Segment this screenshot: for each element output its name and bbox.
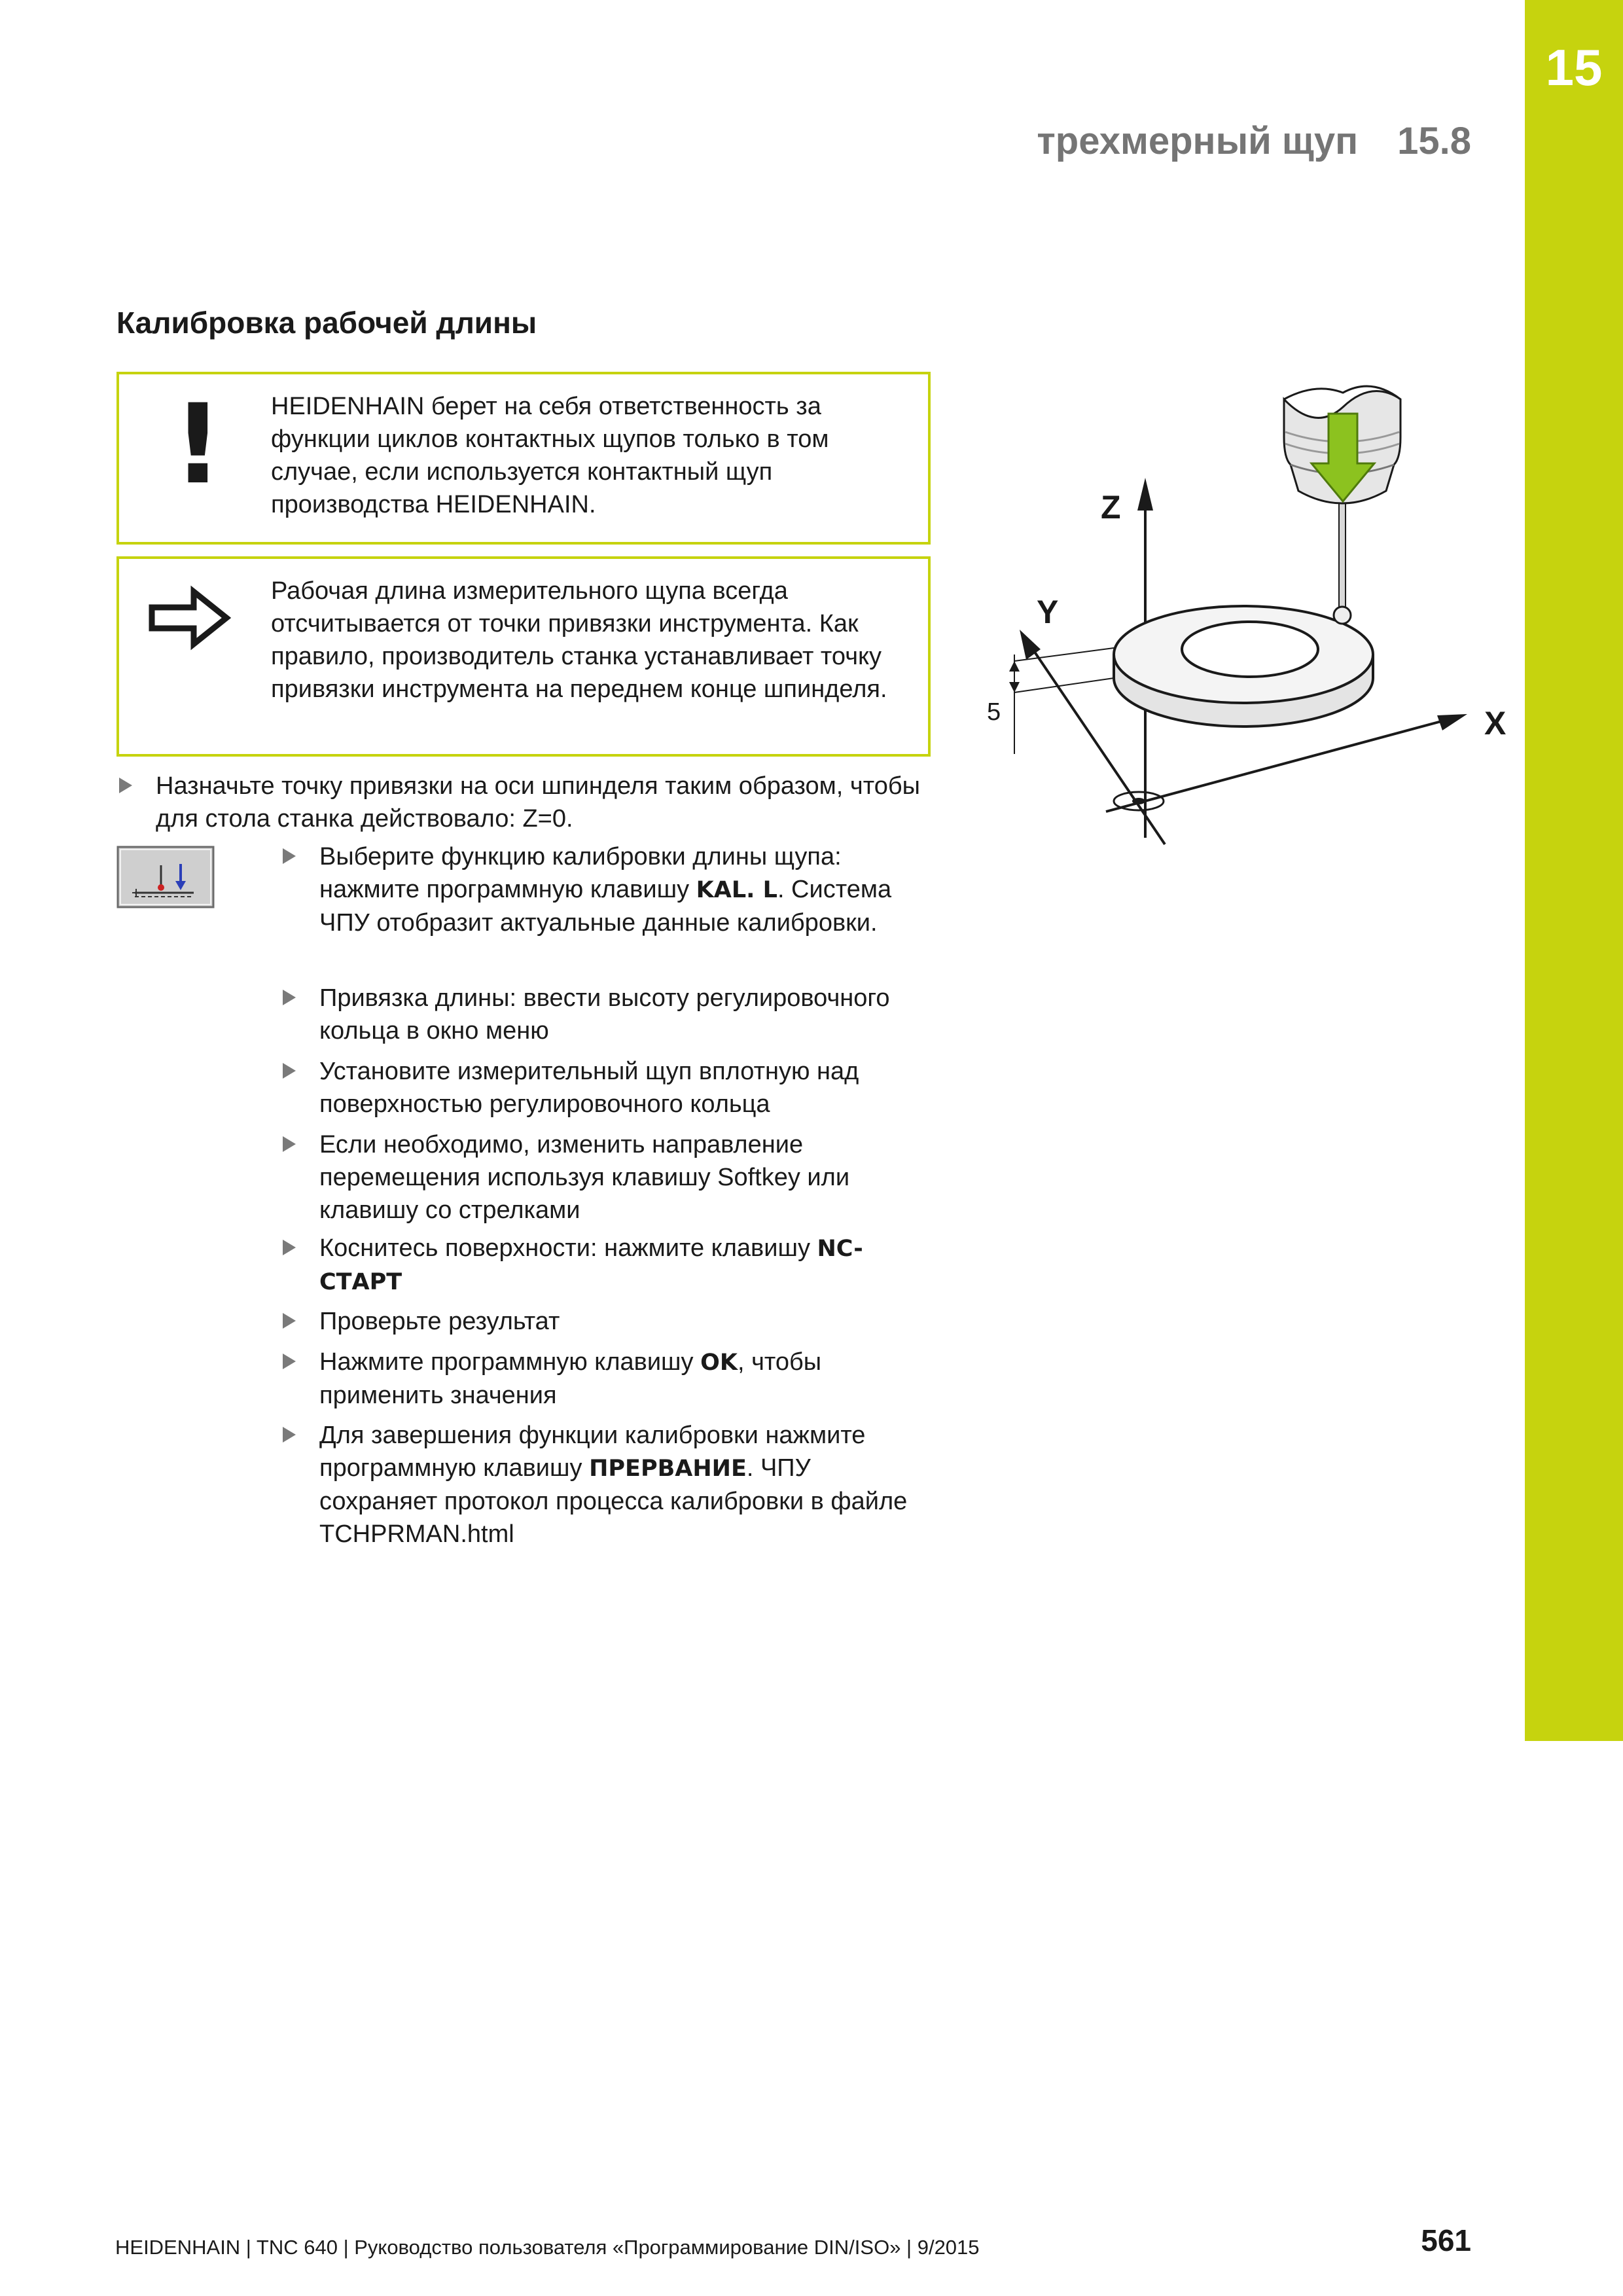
bullet-triangle-icon: [283, 1240, 296, 1255]
step-text-part: . Система ЧПУ отобразит актуальные данные калибровки.: [319, 876, 892, 937]
chapter-number: 15: [1545, 39, 1603, 96]
step-text-part: Коснитесь поверхности: нажмите клавишу: [319, 1234, 817, 1262]
step-text: [319, 1305, 931, 1338]
bullet-triangle-icon: [283, 1313, 296, 1329]
bullet-triangle-icon: [283, 1354, 296, 1369]
intro-step-text: Назначьте точку привязки на оси шпинделя таким образом, чтобы для стола станка действовало: Z=0.: [156, 772, 920, 833]
step-text: [319, 1128, 931, 1227]
warning-note-text: HEIDENHAIN берет на себя ответственность за функции циклов контактных щупов только в том случае, если используется контактный щуп производства HEIDENHAIN.: [271, 393, 829, 518]
chapter-tab: [1525, 0, 1623, 1741]
axis-label-y: Y: [1037, 594, 1059, 630]
softkey-name: ПРЕРВАНИЕ: [589, 1456, 747, 1482]
bullet-triangle-icon: [283, 1427, 296, 1443]
bullet-triangle-icon: [283, 848, 296, 864]
step-text: [319, 1232, 931, 1299]
step-text: [319, 1055, 931, 1121]
axis-label-x: X: [1484, 705, 1507, 742]
softkey-name: KAL. L: [696, 877, 777, 903]
info-note-text: Рабочая длина измерительного щупа всегда отсчитывается от точки привязки инструмента. Как правило, производитель станка устанавливает точку привязки инструмента на переднем конце шпинделя.: [271, 577, 887, 703]
softkey-name: OK: [700, 1350, 738, 1376]
calibration-diagram: [975, 367, 1507, 864]
dimension-label: 5: [987, 698, 1001, 726]
step-text: [319, 982, 931, 1048]
running-header: [1037, 119, 1471, 163]
footer-text: HEIDENHAIN | TNC 640 | Руководство пользователя «Программирование DIN/ISO» | 9/2015: [115, 2236, 980, 2259]
bullet-triangle-icon: [283, 990, 296, 1005]
softkey-kal-l-icon[interactable]: [116, 846, 215, 908]
step-text-part: Привязка длины: ввести высоту регулировочного кольца в окно меню: [319, 984, 890, 1045]
softkey-name: NC-СТАРТ: [319, 1236, 863, 1295]
step-text: [319, 1419, 931, 1551]
arrow-right-icon: [148, 585, 233, 651]
running-header-title: трехмерный щуп: [1037, 120, 1359, 162]
bullet-triangle-icon: [283, 1063, 296, 1079]
running-header-section: 15.8: [1397, 120, 1471, 162]
axis-label-z: Z: [1101, 489, 1121, 526]
section-title: Калибровка рабочей длины: [116, 306, 537, 340]
step-text-part: Установите измерительный щуп вплотную над поверхностью регулировочного кольца: [319, 1058, 859, 1118]
step-text: [319, 840, 931, 939]
step-text-part: Нажмите программную клавишу: [319, 1348, 701, 1376]
step-text-part: , чтобы применить значения: [319, 1348, 822, 1409]
exclamation-icon: !: [173, 380, 223, 509]
warning-note: [116, 372, 931, 545]
step-text-part: Выберите функцию калибровки длины щупа: нажмите программную клавишу: [319, 843, 842, 903]
step-text-part: Если необходимо, изменить направление перемещения используя клавишу Softkey или клавишу со стрелками: [319, 1131, 850, 1224]
info-note: [116, 556, 931, 757]
step-text-part: Проверьте результат: [319, 1308, 560, 1335]
step-text: [319, 1346, 931, 1412]
bullet-triangle-icon: [283, 1136, 296, 1152]
page-number: 561: [1421, 2223, 1471, 2257]
bullet-triangle-icon: [119, 778, 132, 793]
step-text-part: . ЧПУ сохраняет протокол процесса калибровки в файле TCHPRMAN.html: [319, 1454, 908, 1548]
step-text-part: Для завершения функции калибровки нажмите программную клавишу: [319, 1422, 866, 1482]
